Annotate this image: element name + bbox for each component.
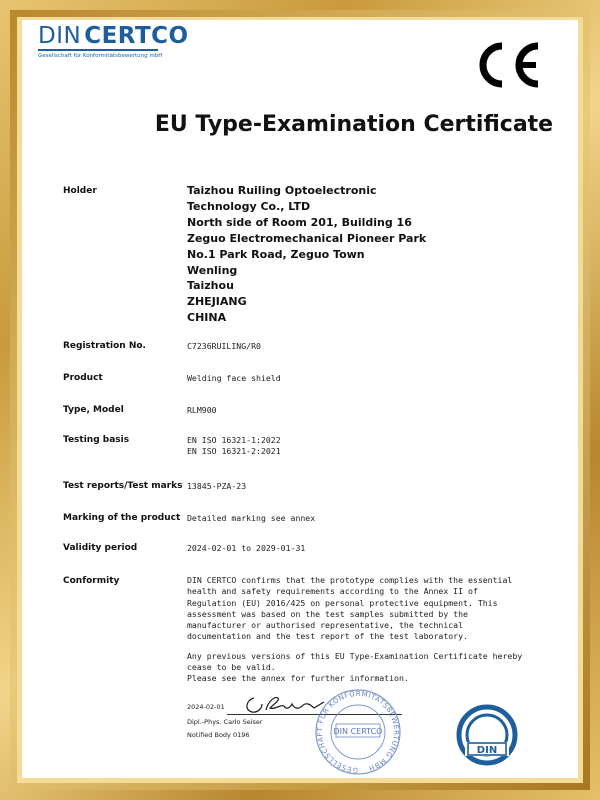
din-certco-logo <box>38 24 189 59</box>
type-model-label: Type, Model <box>63 405 124 415</box>
signature-date: 2024-02-01 <box>187 703 225 711</box>
validity-label: Validity period <box>63 543 138 553</box>
din-logo-icon <box>456 704 518 770</box>
conformity-paragraph: DIN CERTCO confirms that the prototype complies with the essential health and safety requirements according to the Annex II of Regulation (EU) 2016/425 on personal protective equipment. This assessment was based on the test samples submitted by the manufacturer or authorised representative, the technical documentation and the test report of the test laboratory. <box>187 575 513 642</box>
testing-basis-label: Testing basis <box>63 435 130 445</box>
testing-basis-standard: EN ISO 16321-1:2022 <box>187 435 281 445</box>
marking-label: Marking of the product <box>63 513 181 523</box>
svg-text:GESELLSCHAFT FÜR KONFORMITÄTSB: GESELLSCHAFT FÜR KONFORMITÄTSBEWERTUNG MBH <box>315 689 401 775</box>
svg-text:DIN CERTCO: DIN CERTCO <box>333 727 383 736</box>
conformity-label: Conformity <box>63 576 120 586</box>
svg-text:DIN: DIN <box>476 745 498 756</box>
conformity-text <box>187 575 532 685</box>
marking-value: Detailed marking see annex <box>187 513 316 523</box>
holder-line: Wenling <box>187 263 238 277</box>
test-reports-value: 13845-PZA-23 <box>187 481 247 491</box>
test-reports-label: Test reports/Test marks <box>63 481 183 491</box>
validity-value: 2024-02-01 to 2029-01-31 <box>187 543 306 553</box>
logo-rule <box>38 49 158 51</box>
notified-body: Notified Body 0196 <box>187 731 250 739</box>
product-label: Product <box>63 373 103 383</box>
official-stamp <box>306 688 410 780</box>
conformity-paragraph: Any previous versions of this EU Type-Examination Certificate hereby cease to be valid. <box>187 650 523 673</box>
holder-line: North side of Room 201, Building 16 <box>187 215 412 229</box>
certificate-title-row <box>0 112 600 137</box>
testing-basis-values <box>187 435 532 458</box>
certificate-title: EU Type-Examination Certificate <box>154 112 554 137</box>
product-value: Welding face shield <box>187 373 281 383</box>
ce-mark-icon <box>472 40 544 94</box>
logo-part-certco: CERTCO <box>84 23 189 49</box>
holder-line: Zeguo Electromechanical Pioneer Park <box>187 231 427 245</box>
holder-label: Holder <box>63 186 97 196</box>
holder-line: CHINA <box>187 311 227 325</box>
holder-line: Technology Co., LTD <box>187 199 311 213</box>
signatory-name: Dipl.-Phys. Carlo Seiser <box>187 718 263 726</box>
holder-address <box>187 183 426 326</box>
testing-basis-standard: EN ISO 16321-2:2021 <box>187 446 281 457</box>
logo-tagline: Gesellschaft für Konformitätsbewertung mbH <box>38 53 163 59</box>
holder-line: ZHEJIANG <box>187 295 247 309</box>
registration-value: C7236RUILING/R0 <box>187 341 261 351</box>
conformity-paragraph: Please see the annex for further information. <box>187 673 409 684</box>
holder-line: No.1 Park Road, Zeguo Town <box>187 247 365 261</box>
type-model-value: RLM900 <box>187 405 217 415</box>
registration-label: Registration No. <box>63 341 146 351</box>
logo-wordmark <box>38 24 189 48</box>
holder-line: Taizhou Ruiling Optoelectronic <box>187 184 377 197</box>
holder-line: Taizhou <box>187 279 234 293</box>
logo-part-din: DIN <box>38 23 82 49</box>
